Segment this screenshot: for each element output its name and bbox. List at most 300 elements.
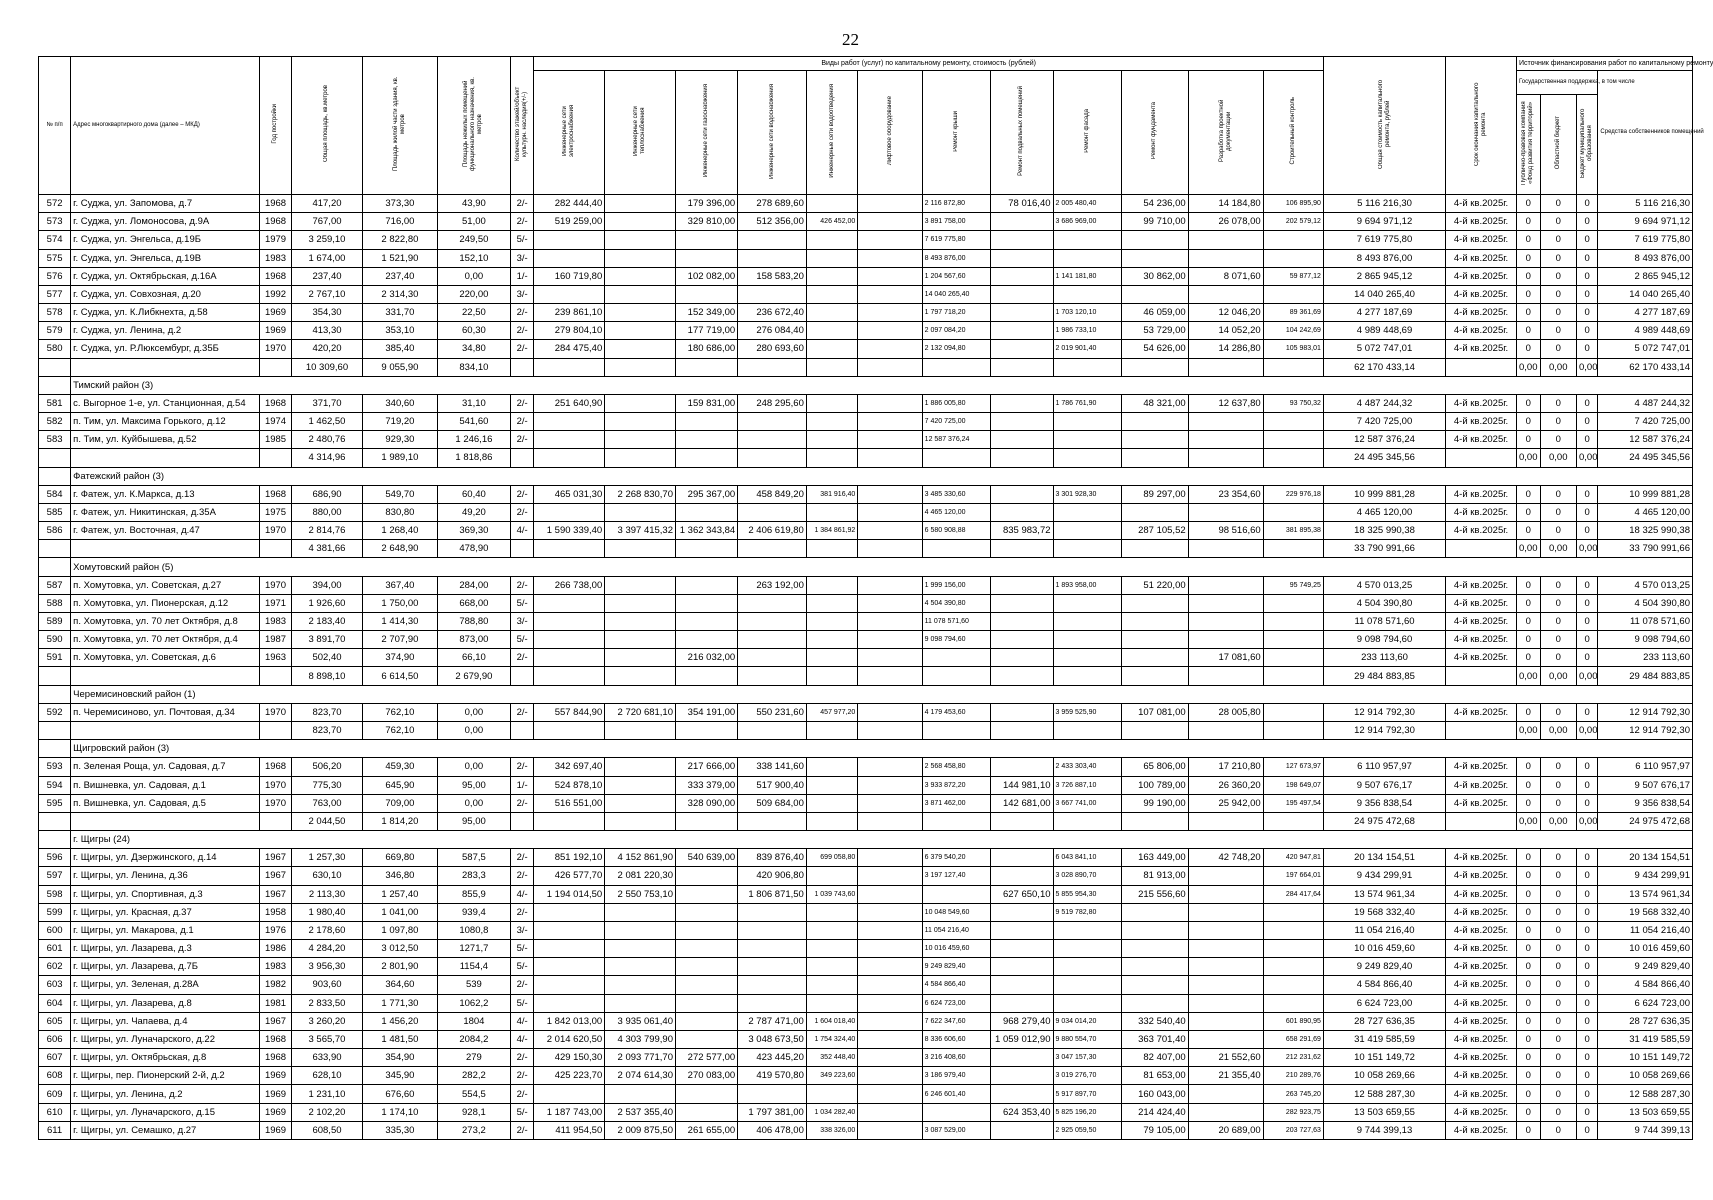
cell-ta: 3 259,10 (292, 231, 363, 249)
cell-tm (1446, 540, 1517, 558)
cell-b: 78 016,40 (991, 195, 1053, 213)
cell-n: 583 (39, 431, 71, 449)
cell-la: 1 456,20 (362, 1012, 437, 1030)
cell-f3: 0 (1576, 195, 1597, 213)
cell-f1: 0 (1516, 703, 1540, 721)
cell-ht: 2 093 771,70 (605, 1049, 676, 1067)
cell-w (738, 249, 807, 267)
cell-w (738, 413, 807, 431)
cell-a: п. Хомутовка, ул. Советская, д.27 (71, 576, 260, 594)
cell-fn: 79 105,00 (1122, 1121, 1188, 1139)
cell-tm: 4-й кв.2025г. (1446, 594, 1517, 612)
cell-f2: 0,00 (1540, 540, 1576, 558)
cell-f3: 0 (1576, 994, 1597, 1012)
cell-na: 152,10 (437, 249, 510, 267)
cell-na: 279 (437, 1049, 510, 1067)
cell-b (991, 304, 1053, 322)
cell-e (534, 976, 605, 994)
cell-f1: 0 (1516, 958, 1540, 976)
cell-w: 423 445,20 (738, 1049, 807, 1067)
cell-a: г. Щигры, ул. Лазарева, д.8 (71, 994, 260, 1012)
cell-tm: 4-й кв.2025г. (1446, 285, 1517, 303)
cell-sc: 127 673,97 (1263, 758, 1323, 776)
cell-tc: 9 098 794,60 (1323, 631, 1445, 649)
cell-rf: 7 420 725,00 (922, 413, 991, 431)
cell-fc: 2 005 480,40 (1053, 195, 1122, 213)
cell-f3: 0 (1576, 431, 1597, 449)
cell-y: 1969 (259, 1121, 291, 1139)
cell-f2: 0 (1540, 612, 1576, 630)
cell-ds (1188, 921, 1263, 939)
cell-fc (1053, 449, 1122, 467)
cell-tc: 6 110 957,97 (1323, 758, 1445, 776)
cell-na: 1154,4 (437, 958, 510, 976)
cell-h: 2/- (510, 1067, 534, 1085)
cell-f1: 0 (1516, 1121, 1540, 1139)
cell-a: г. Щигры, ул. Лазарева, д.7Б (71, 958, 260, 976)
cell-f2: 0 (1540, 340, 1576, 358)
cell-n: 608 (39, 1067, 71, 1085)
cell-la: 1 268,40 (362, 522, 437, 540)
cell-f1: 0 (1516, 1030, 1540, 1048)
table-row (39, 958, 1693, 976)
cell-f2: 0 (1540, 503, 1576, 521)
cell-ht: 4 303 799,90 (605, 1030, 676, 1048)
cell-g: 152 349,00 (676, 304, 738, 322)
cell-tm: 4-й кв.2025г. (1446, 322, 1517, 340)
cell-na: 31,10 (437, 394, 510, 412)
cell-tc: 10 016 459,60 (1323, 940, 1445, 958)
col-water: Инженерные сети водоснабжения (738, 71, 807, 195)
cell-h: 2/- (510, 649, 534, 667)
district-name: Фатежский район (3) (71, 467, 1693, 485)
cell-fc (1053, 285, 1122, 303)
cell-rf: 4 584 866,40 (922, 976, 991, 994)
cell-na: 668,00 (437, 594, 510, 612)
cell-a: г. Щигры, ул. Лазарева, д.3 (71, 940, 260, 958)
cell-fn (1122, 413, 1188, 431)
cell-ht (605, 431, 676, 449)
subtotal-row (39, 721, 1693, 739)
cell-f1: 0,00 (1516, 667, 1540, 685)
cell-lf (858, 522, 922, 540)
cell-ds: 12 046,20 (1188, 304, 1263, 322)
cell-lf (858, 413, 922, 431)
cell-fc (1053, 649, 1122, 667)
cell-d (806, 249, 857, 267)
cell-ta: 502,40 (292, 649, 363, 667)
cell-rf: 11 078 571,60 (922, 612, 991, 630)
cell-fn (1122, 721, 1188, 739)
cell-d (806, 358, 857, 376)
cell-f4: 10 151 149,72 (1598, 1049, 1693, 1067)
cell-sc: 601 890,95 (1263, 1012, 1323, 1030)
cell-la: 367,40 (362, 576, 437, 594)
cell-e: 425 223,70 (534, 1067, 605, 1085)
cell-la: 1 414,30 (362, 612, 437, 630)
cell-na: 788,80 (437, 612, 510, 630)
cell-ta: 2 113,30 (292, 885, 363, 903)
cell-y: 1970 (259, 522, 291, 540)
cell-f1: 0 (1516, 285, 1540, 303)
cell-b (991, 358, 1053, 376)
cell-g (676, 431, 738, 449)
cell-a: с. Выгорное 1-е, ул. Станционная, д.54 (71, 394, 260, 412)
cell-h: 5/- (510, 940, 534, 958)
cell-ht: 2 268 830,70 (605, 485, 676, 503)
cell-fc (1053, 503, 1122, 521)
cell-fn (1122, 249, 1188, 267)
cell-ds: 42 748,20 (1188, 849, 1263, 867)
cell-g (676, 812, 738, 830)
cell-w: 406 478,00 (738, 1121, 807, 1139)
cell-b (991, 903, 1053, 921)
cell-ds (1188, 631, 1263, 649)
cell-la: 2 801,90 (362, 958, 437, 976)
cell-y: 1981 (259, 994, 291, 1012)
cell-la: 346,80 (362, 867, 437, 885)
cell-fn: 65 806,00 (1122, 758, 1188, 776)
table-row (39, 503, 1693, 521)
cell-f4: 6 110 957,97 (1598, 758, 1693, 776)
cell-ta: 4 381,66 (292, 540, 363, 558)
cell-n: 585 (39, 503, 71, 521)
table-row (39, 213, 1693, 231)
cell-e (534, 721, 605, 739)
cell-sc (1263, 413, 1323, 431)
col-electric: Инженерные сети электроснабжения (534, 71, 605, 195)
cell-e (534, 449, 605, 467)
cell-rf: 3 197 127,40 (922, 867, 991, 885)
cell-tm: 4-й кв.2025г. (1446, 631, 1517, 649)
cell-fn (1122, 594, 1188, 612)
cell-w (738, 431, 807, 449)
cell-fn: 99 710,00 (1122, 213, 1188, 231)
cell-f4: 20 134 154,51 (1598, 849, 1693, 867)
cell-f3: 0 (1576, 285, 1597, 303)
cell-ta: 880,00 (292, 503, 363, 521)
cell-sc (1263, 994, 1323, 1012)
cell-f4: 4 584 866,40 (1598, 976, 1693, 994)
cell-la: 1 989,10 (362, 449, 437, 467)
cell-n: 603 (39, 976, 71, 994)
cell-la: 331,70 (362, 304, 437, 322)
cell-e: 851 192,10 (534, 849, 605, 867)
cell-f4: 4 504 390,80 (1598, 594, 1693, 612)
cell-e (534, 649, 605, 667)
cell-sc (1263, 540, 1323, 558)
cell-b: 835 983,72 (991, 522, 1053, 540)
cell-ta: 3 565,70 (292, 1030, 363, 1048)
cell-w (738, 649, 807, 667)
cell-d: 699 058,80 (806, 849, 857, 867)
cell-a (71, 812, 260, 830)
cell-a: г. Суджа, ул. Совхозная, д.20 (71, 285, 260, 303)
cell-na: 873,00 (437, 631, 510, 649)
cell-tc: 4 570 013,25 (1323, 576, 1445, 594)
cell-f2: 0 (1540, 976, 1576, 994)
cell-ht (605, 322, 676, 340)
cell-f2: 0 (1540, 213, 1576, 231)
table-row (39, 794, 1693, 812)
table-row (39, 758, 1693, 776)
cell-g: 177 719,00 (676, 322, 738, 340)
cell-y (259, 540, 291, 558)
cell-e (534, 812, 605, 830)
cell-tm: 4-й кв.2025г. (1446, 503, 1517, 521)
cell-f4: 9 356 838,54 (1598, 794, 1693, 812)
cell-d (806, 667, 857, 685)
cell-tc: 20 134 154,51 (1323, 849, 1445, 867)
cell-e (534, 231, 605, 249)
cell-b (991, 812, 1053, 830)
cell-a: г. Щигры, ул. Октябрьская, д.8 (71, 1049, 260, 1067)
cell-lf (858, 503, 922, 521)
cell-w: 550 231,60 (738, 703, 807, 721)
cell-e (534, 958, 605, 976)
cell-fc (1053, 358, 1122, 376)
cell-f4: 8 493 876,00 (1598, 249, 1693, 267)
cell-rf: 11 054 216,40 (922, 921, 991, 939)
page-number: 22 (842, 30, 859, 49)
cell-e: 516 551,00 (534, 794, 605, 812)
cell-h (510, 812, 534, 830)
capital-repair-table (38, 56, 1713, 1140)
cell-d (806, 195, 857, 213)
cell-la: 364,60 (362, 976, 437, 994)
cell-f4: 4 465 120,00 (1598, 503, 1693, 521)
cell-a (71, 721, 260, 739)
cell-ds (1188, 612, 1263, 630)
cell-g: 216 032,00 (676, 649, 738, 667)
cell-g: 333 379,00 (676, 776, 738, 794)
cell-b: 144 981,10 (991, 776, 1053, 794)
cell-n: 611 (39, 1121, 71, 1139)
cell-la: 345,90 (362, 1067, 437, 1085)
cell-ht (605, 576, 676, 594)
cell-f4: 4 487 244,32 (1598, 394, 1693, 412)
cell-a: г. Суджа, ул. К.Либкнехта, д.58 (71, 304, 260, 322)
cell-y: 1983 (259, 958, 291, 976)
cell-ht (605, 794, 676, 812)
cell-tc: 24 975 472,68 (1323, 812, 1445, 830)
cell-a: г. Щигры, ул. Семашко, д.27 (71, 1121, 260, 1139)
cell-ds (1188, 540, 1263, 558)
cell-ht (605, 721, 676, 739)
cell-sc (1263, 812, 1323, 830)
cell-f1: 0,00 (1516, 358, 1540, 376)
cell-d (806, 794, 857, 812)
cell-y: 1969 (259, 322, 291, 340)
cell-ta: 3 956,30 (292, 958, 363, 976)
cell-la: 1 750,00 (362, 594, 437, 612)
cell-sc: 93 750,32 (1263, 394, 1323, 412)
cell-n: 573 (39, 213, 71, 231)
cell-a: п. Зеленая Роща, ул. Садовая, д.7 (71, 758, 260, 776)
cell-fc: 3 047 157,30 (1053, 1049, 1122, 1067)
cell-f1: 0 (1516, 849, 1540, 867)
cell-d (806, 540, 857, 558)
cell-f4: 29 484 883,85 (1598, 667, 1693, 685)
cell-f1: 0 (1516, 431, 1540, 449)
cell-tm: 4-й кв.2025г. (1446, 267, 1517, 285)
cell-sc (1263, 721, 1323, 739)
col-municipal: Бюджет муниципального образования (1576, 95, 1597, 195)
cell-ta: 3 891,70 (292, 631, 363, 649)
cell-tm: 4-й кв.2025г. (1446, 885, 1517, 903)
cell-y: 1983 (259, 249, 291, 267)
cell-ta: 354,30 (292, 304, 363, 322)
cell-ta: 823,70 (292, 721, 363, 739)
cell-fc: 5 825 196,20 (1053, 1103, 1122, 1121)
table-row (39, 413, 1693, 431)
cell-g (676, 631, 738, 649)
cell-tc: 6 624 723,00 (1323, 994, 1445, 1012)
cell-h: 2/- (510, 195, 534, 213)
cell-rf (922, 885, 991, 903)
cell-na: 2 679,90 (437, 667, 510, 685)
cell-f4: 10 999 881,28 (1598, 485, 1693, 503)
cell-lf (858, 958, 922, 976)
subtotal-row (39, 449, 1693, 467)
cell-f1: 0 (1516, 1085, 1540, 1103)
cell-h: 2/- (510, 304, 534, 322)
cell-lf (858, 612, 922, 630)
cell-y (259, 721, 291, 739)
cell-d (806, 940, 857, 958)
cell-ht: 2 009 875,50 (605, 1121, 676, 1139)
cell-w (738, 594, 807, 612)
cell-la: 2 707,90 (362, 631, 437, 649)
district-header-row (39, 831, 1693, 849)
cell-y: 1982 (259, 976, 291, 994)
cell-fn (1122, 958, 1188, 976)
cell-f3: 0 (1576, 1012, 1597, 1030)
cell-d: 352 448,40 (806, 1049, 857, 1067)
cell-n: 587 (39, 576, 71, 594)
cell-ds (1188, 903, 1263, 921)
cell-b: 627 650,10 (991, 885, 1053, 903)
cell-f2: 0 (1540, 322, 1576, 340)
cell-sc: 263 745,20 (1263, 1085, 1323, 1103)
cell-h: 2/- (510, 340, 534, 358)
cell-tm: 4-й кв.2025г. (1446, 195, 1517, 213)
cell-f4: 9 098 794,60 (1598, 631, 1693, 649)
district-header-row (39, 376, 1693, 394)
cell-tc: 18 325 990,38 (1323, 522, 1445, 540)
cell-la: 353,10 (362, 322, 437, 340)
cell-w (738, 285, 807, 303)
cell-na: 541,60 (437, 413, 510, 431)
col-fund: Публично-правовая компания «Фонд развития территорий» (1516, 95, 1540, 195)
cell-g: 270 083,00 (676, 1067, 738, 1085)
cell-tm: 4-й кв.2025г. (1446, 921, 1517, 939)
table-cell (39, 376, 71, 394)
cell-f3: 0 (1576, 1067, 1597, 1085)
table-row (39, 267, 1693, 285)
cell-sc: 105 983,01 (1263, 340, 1323, 358)
cell-h: 2/- (510, 903, 534, 921)
cell-sc (1263, 667, 1323, 685)
cell-ht: 3 935 061,40 (605, 1012, 676, 1030)
cell-f2: 0 (1540, 703, 1576, 721)
col-term: Срок окончания капитального ремонта (1446, 57, 1517, 195)
cell-f1: 0 (1516, 794, 1540, 812)
cell-lf (858, 976, 922, 994)
cell-f3: 0 (1576, 703, 1597, 721)
cell-na: 60,40 (437, 485, 510, 503)
cell-n: 599 (39, 903, 71, 921)
cell-f3: 0 (1576, 940, 1597, 958)
cell-rf: 3 485 330,60 (922, 485, 991, 503)
cell-y: 1970 (259, 703, 291, 721)
cell-d (806, 921, 857, 939)
cell-na: 1 818,86 (437, 449, 510, 467)
cell-fc (1053, 921, 1122, 939)
cell-ta: 1 980,40 (292, 903, 363, 921)
table-row (39, 249, 1693, 267)
cell-la: 709,00 (362, 794, 437, 812)
cell-tm: 4-й кв.2025г. (1446, 304, 1517, 322)
cell-g (676, 503, 738, 521)
cell-na: 1062,2 (437, 994, 510, 1012)
cell-ds (1188, 812, 1263, 830)
cell-ds: 26 078,00 (1188, 213, 1263, 231)
cell-n: 605 (39, 1012, 71, 1030)
cell-y: 1968 (259, 267, 291, 285)
cell-y: 1970 (259, 576, 291, 594)
col-control: Строительный контроль (1263, 71, 1323, 195)
subtotal-row (39, 812, 1693, 830)
cell-h: 1/- (510, 776, 534, 794)
cell-na: 273,2 (437, 1121, 510, 1139)
table-body (39, 195, 1693, 1140)
cell-f1: 0,00 (1516, 721, 1540, 739)
cell-h: 2/- (510, 503, 534, 521)
cell-d (806, 1085, 857, 1103)
cell-fc: 3 028 890,70 (1053, 867, 1122, 885)
cell-n: 578 (39, 304, 71, 322)
cell-tc: 13 574 961,34 (1323, 885, 1445, 903)
cell-tc: 10 058 269,66 (1323, 1067, 1445, 1085)
cell-h: 2/- (510, 213, 534, 231)
cell-g (676, 867, 738, 885)
cell-g (676, 667, 738, 685)
cell-f4: 24 495 345,56 (1598, 449, 1693, 467)
cell-fn (1122, 285, 1188, 303)
cell-sc: 229 976,18 (1263, 485, 1323, 503)
cell-e (534, 994, 605, 1012)
table-row (39, 1049, 1693, 1067)
cell-ta: 1 231,10 (292, 1085, 363, 1103)
cell-e: 465 031,30 (534, 485, 605, 503)
cell-lf (858, 1012, 922, 1030)
cell-w: 280 693,60 (738, 340, 807, 358)
cell-e: 411 954,50 (534, 1121, 605, 1139)
cell-f3: 0 (1576, 612, 1597, 630)
cell-tc: 9 356 838,54 (1323, 794, 1445, 812)
cell-a: п. Тим, ул. Максима Горького, д.12 (71, 413, 260, 431)
cell-fn: 81 913,00 (1122, 867, 1188, 885)
cell-y: 1967 (259, 867, 291, 885)
cell-fn (1122, 449, 1188, 467)
cell-ht (605, 612, 676, 630)
cell-y: 1983 (259, 612, 291, 630)
cell-sc: 210 289,76 (1263, 1067, 1323, 1085)
cell-lf (858, 631, 922, 649)
cell-ds: 25 942,00 (1188, 794, 1263, 812)
cell-a: г. Суджа, ул. Запомова, д.7 (71, 195, 260, 213)
